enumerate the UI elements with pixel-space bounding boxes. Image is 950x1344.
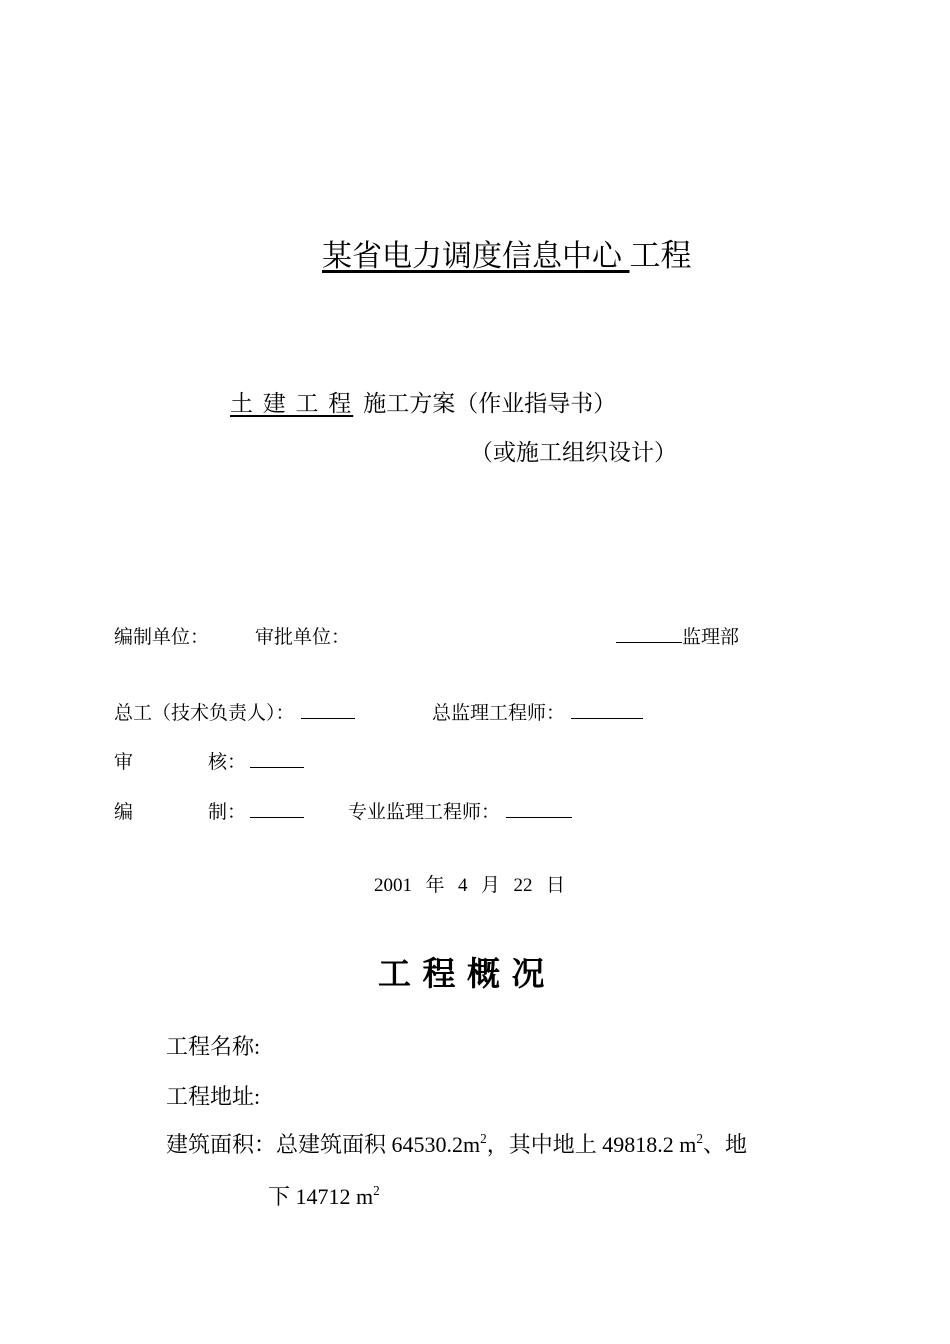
date-month-unit: 月 [481, 875, 501, 896]
total-area: 总建筑面积 64530.2m [276, 1132, 481, 1157]
document-date [374, 870, 565, 897]
reviewer-label-b: 核： [208, 752, 247, 773]
below-ground-line [268, 1180, 380, 1211]
plan-title: 施工方案（作业指导书） [363, 391, 617, 416]
chief-engineer-blank [301, 717, 355, 719]
specialty-supervisor-row [348, 797, 572, 824]
project-title [322, 230, 692, 275]
chief-engineer-row [114, 698, 355, 725]
building-area-label: 建筑面积： [166, 1132, 277, 1157]
plan-type: 土 建 工 程 [230, 391, 354, 416]
compiler-row [208, 797, 304, 824]
plan-title-line [218, 385, 616, 418]
chief-supervisor-label: 总监理工程师： [432, 703, 566, 724]
chief-supervisor-row [432, 698, 643, 725]
plan-subtitle: （或施工组织设计） [470, 440, 677, 465]
total-area-sup: 2 [480, 1130, 487, 1146]
compiler-label-a: 编 [114, 802, 134, 823]
project-name-label: 工程名称: [166, 1034, 261, 1059]
chief-supervisor-blank [571, 717, 643, 719]
reviewer-label-a: 审 [114, 752, 134, 773]
supervision-dept [616, 622, 739, 649]
chief-engineer-label: 总工（技术负责人）： [114, 703, 295, 724]
specialty-supervisor-label: 专业监理工程师： [348, 802, 501, 823]
project-name: 某省电力调度信息中心 [322, 240, 622, 273]
approving-unit-label: 审批单位： [255, 627, 351, 648]
date-year-unit: 年 [425, 875, 445, 896]
date-year: 2001 [374, 875, 412, 896]
date-day-unit: 日 [546, 875, 566, 896]
compiling-unit-label: 编制单位： [114, 627, 210, 648]
building-area-line [166, 1128, 747, 1159]
compiler-blank [250, 816, 304, 818]
reviewer-row [208, 747, 304, 774]
below-ground-lead: 、地 [702, 1132, 747, 1157]
overview-heading: 工 程 概 况 [378, 954, 545, 993]
above-ground-sup: 2 [696, 1130, 703, 1146]
supervision-dept-label: 监理部 [682, 627, 740, 648]
date-day: 22 [513, 875, 533, 896]
specialty-supervisor-blank [506, 816, 572, 818]
date-month: 4 [458, 875, 468, 896]
below-ground-sup: 2 [373, 1182, 380, 1198]
above-ground-area: ，其中地上 49818.2 m [486, 1132, 697, 1157]
supervision-blank [616, 641, 682, 643]
below-ground-area: 下 14712 m [268, 1184, 374, 1209]
project-address-label: 工程地址: [166, 1084, 261, 1109]
compiler-label-b: 制： [208, 802, 247, 823]
project-suffix: 工程 [629, 238, 692, 273]
reviewer-blank [250, 766, 304, 768]
